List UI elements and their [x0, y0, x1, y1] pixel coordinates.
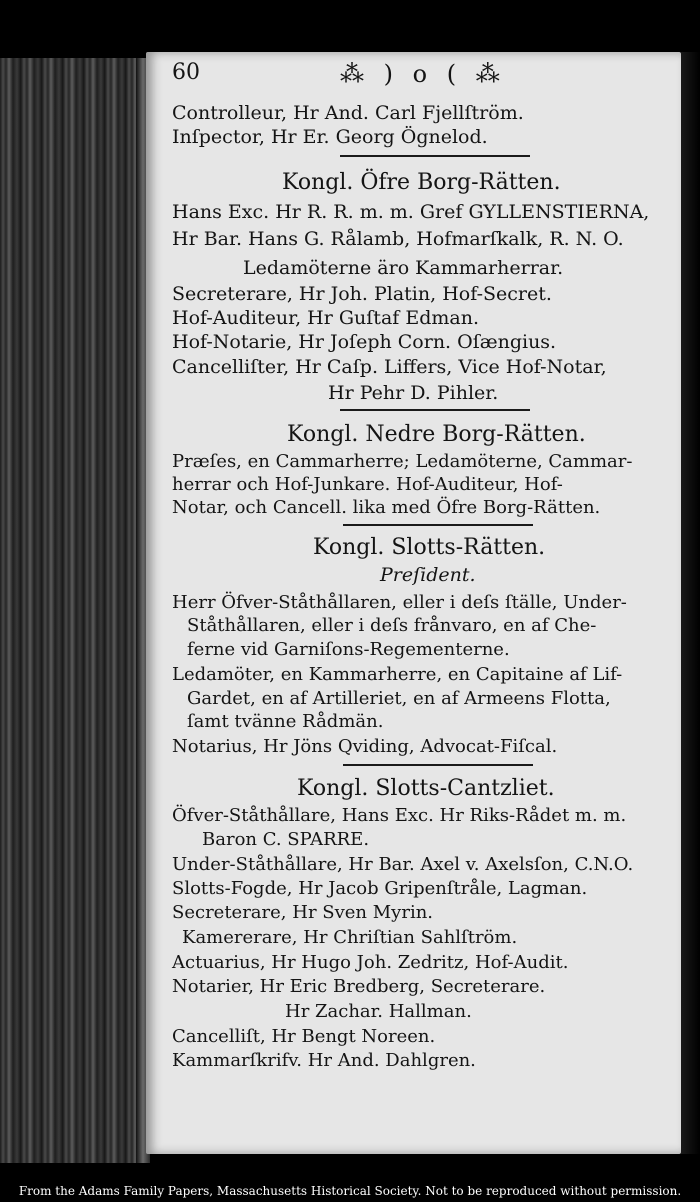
book-spine [0, 58, 150, 1163]
section-divider [343, 764, 533, 766]
text-line: Hr Bar. Hans G. Rålamb, Hofmarſkalk, R. N. O. [172, 228, 624, 250]
text-line: Hof-Auditeur, Hr Guſtaf Edman. [172, 307, 479, 329]
text-line: Controlleur, Hr And. Carl Fjellſtröm. [172, 102, 524, 124]
text-line: Slotts-Fogde, Hr Jacob Gripenſtråle, Lagman. [172, 878, 588, 899]
text-line: Cancelliſt, Hr Bengt Noreen. [172, 1026, 436, 1047]
text-line: Actuarius, Hr Hugo Joh. Zedritz, Hof-Audit. [172, 952, 569, 973]
text-line: Hr Pehr D. Pihler. [328, 382, 499, 404]
section-heading: Kongl. Öfre Borg-Rätten. [282, 170, 561, 195]
text-line: Notarius, Hr Jöns Qviding, Advocat-Fiſcal. [172, 736, 558, 757]
text-line: Öfver-Ståthållare, Hans Exc. Hr Riks-Rådet m. m. [172, 805, 627, 826]
subheading: Preſident. [380, 564, 476, 586]
text-line: Notar, och Cancell. lika med Öfre Borg-Rätten. [172, 497, 601, 518]
text-line: Cancelliſter, Hr Caſp. Liffers, Vice Hof-Notar, [172, 356, 607, 378]
footer-credit: From the Adams Family Papers, Massachusetts Historical Society. Not to be reproduced without permission. [18, 1184, 682, 1198]
text-line: Hr Zachar. Hallman. [285, 1001, 472, 1022]
text-line: ſamt tvänne Rådmän. [187, 711, 384, 732]
section-divider [340, 409, 530, 411]
text-line: Under-Ståthållare, Hr Bar. Axel v. Axelsſon, C.N.O. [172, 854, 634, 875]
section-heading: Kongl. Nedre Borg-Rätten. [287, 422, 586, 447]
text-line: Kamererare, Hr Chriſtian Sahlſtröm. [182, 927, 518, 948]
header-ornament: ⁂ ) o ( ⁂ [340, 60, 506, 88]
text-line: Ledamöterne äro Kammarherrar. [243, 257, 564, 279]
text-line: Inſpector, Hr Er. Georg Ögnelod. [172, 126, 488, 148]
section-heading: Kongl. Slotts-Rätten. [313, 535, 546, 560]
text-line: herrar och Hof-Junkare. Hof-Auditeur, Hof- [172, 474, 563, 495]
text-line: Præſes, en Cammarherre; Ledamöterne, Cammar- [172, 451, 633, 472]
text-line: Gardet, en af Artilleriet, en af Armeens Flotta, [187, 688, 611, 709]
text-line: Hof-Notarie, Hr Joſeph Corn. Oſængius. [172, 331, 557, 353]
text-line: Secreterare, Hr Joh. Platin, Hof-Secret. [172, 283, 552, 305]
section-heading: Kongl. Slotts-Cantzliet. [297, 776, 555, 801]
text-line: Secreterare, Hr Sven Myrin. [172, 902, 434, 923]
section-divider [343, 524, 533, 526]
text-line: Notarier, Hr Eric Bredberg, Secreterare. [172, 976, 546, 997]
text-line: Herr Öfver-Ståthållaren, eller i deſs ſtälle, Under- [172, 592, 627, 613]
page-edge-shadow [681, 52, 700, 1154]
text-line: Baron C. SPARRE. [202, 829, 370, 850]
page-number: 60 [172, 60, 200, 85]
text-line: Hans Exc. Hr R. R. m. m. Gref GYLLENSTIERNA, [172, 201, 650, 223]
text-line: ferne vid Garniſons-Regementerne. [187, 639, 510, 660]
section-divider [340, 155, 530, 157]
text-line: Kammarſkrifv. Hr And. Dahlgren. [172, 1050, 476, 1071]
text-line: Ledamöter, en Kammarherre, en Capitaine af Lif- [172, 664, 623, 685]
text-line: Ståthållaren, eller i deſs frånvaro, en af Che- [187, 615, 597, 636]
